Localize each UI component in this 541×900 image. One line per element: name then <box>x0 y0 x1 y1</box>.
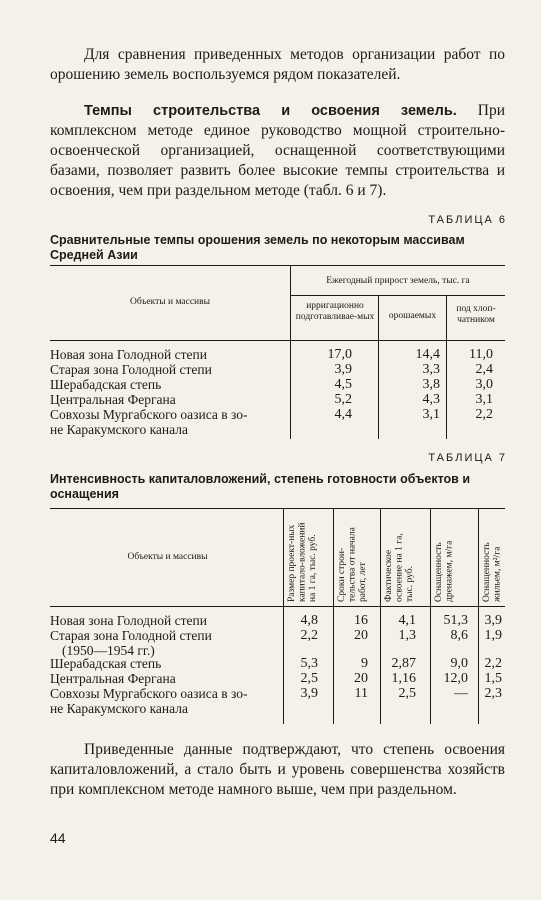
section-paragraph <box>50 101 505 201</box>
table7-label: ТАБЛИЦА 7 <box>428 452 507 464</box>
table6-col-1: ирригационно подготавливае-мых <box>295 301 375 322</box>
table7-divider <box>283 509 284 724</box>
section-text: При комплексном методе единое руководство мощной строительно-освоенческой организацией, оснащенной соответствующими базами, позволяет развить более высокие темпы строительства и освоения, чем при раздельном методе (табл. 6 и 7). <box>50 102 506 199</box>
table6-header-rule <box>50 340 505 341</box>
table7-col-3: Фактическое освоение на 1 га, тыс. руб. <box>384 533 415 602</box>
table7-divider <box>478 509 479 724</box>
conclusion-paragraph: Приведенные данные подтверждают, что степень освоения капиталовложений, а стало быть и уровень совершенства хозяйств при комплексном методе намного выше, чем при раздельном. <box>50 741 505 798</box>
table7-col-4: Оснащенность дренажем, м/га <box>434 540 455 602</box>
table7-divider <box>380 509 381 724</box>
table7-top-rule <box>50 508 505 509</box>
table6-col-2: орошаемых <box>388 311 437 321</box>
table7-col-1: Размер проект-ных капитало-вложений на 1 га, тыс. руб. <box>287 522 318 602</box>
page-number: 44 <box>50 830 66 846</box>
table7-divider <box>430 509 431 724</box>
table6-label: ТАБЛИЦА 6 <box>428 214 507 226</box>
table6-col-objects: Объекты и массивы <box>130 297 210 307</box>
table6-group-rule <box>291 295 505 296</box>
intro-paragraph: Для сравнения приведенных методов организации работ по орошению земель воспользуемся рядом показателей. <box>50 46 505 83</box>
table7-col-5: Оснащенность жильем, м²/га <box>482 542 503 602</box>
table7-col-objects: Объекты и массивы <box>127 552 208 562</box>
table6-col-3: под хлоп-чатником <box>456 304 496 325</box>
table6-divider <box>290 266 291 439</box>
table7-header-rule <box>50 606 505 607</box>
table6-top-rule <box>50 265 505 266</box>
table6-caption: Сравнительные темпы орошения земель по некоторым массивам Средней Азии <box>50 233 465 262</box>
document-page: Для сравнения приведенных методов организации работ по орошению земель воспользуемся рядом показателей. Темпы строительства и освоения земель. При комплексном методе единое руководство мощной строительно-освоенческой организацией, оснащенной соответствующими базами, позволяет развить более высокие темпы строительства и освоения, чем при раздельном методе (табл. 6 и 7). ТАБЛИЦА 6 Сравнительные темпы орошения земель по некоторым массивам Средней Азии Объекты и массивы Ежегодный прирост земель, тыс. га ирригационно подготавливае-мых орошаемых под хлоп-чатником Новая зона Голодной степи 17,0 14,4 11,0 Старая зона Голодной степи 3,9 3,3 2,4 Шерабадская степь 4,5 3,8 3,0 Центральная Фергана 5,2 4,3 3,1 Совхозы Мургабского оазиса в зо- не Каракумского канала 4,4 3,1 2,2 ТАБЛИЦА 7 Интенсивность капиталовложений, степень готовности объектов и оснащения Объекты и массивы Размер проект-ных капитало-вложений на 1 га, тыс. руб. Сроки строи-тельства от начала работ, лет Фактическое освоение на 1 га, тыс. руб. Оснащенность дренажем, м/га Оснащенность жильем, м²/га Новая зона Голодной степи 4,8 16 4,1 51,3 3,9 Старая зона Голодной степи (1950—1954 гг.) 2,2 20 1,3 8,6 1,9 Шерабадская степь 5,3 9 2,87 9,0 2,2 Центральная Фергана 2,5 20 1,16 12,0 1,5 Совхозы Мургабского оазиса в зо- не Каракумского канала 3,9 11 2,5 — 2,3 Приведенные данные подтверждают, что степень освоения капиталовложений, а стало быть и уровень совершенства хозяйств при комплексном методе намного выше, чем при раздельном. 44 <box>50 46 507 846</box>
table7-caption: Интенсивность капиталовложений, степень готовности объектов и оснащения <box>50 472 471 501</box>
table7-col-2: Сроки строи-тельства от начала работ, лет <box>337 527 368 602</box>
section-title: Темпы строительства и освоения земель. <box>84 103 457 119</box>
table7-divider <box>333 509 334 724</box>
table6-col-group: Ежегодный прирост земель, тыс. га <box>326 276 470 286</box>
